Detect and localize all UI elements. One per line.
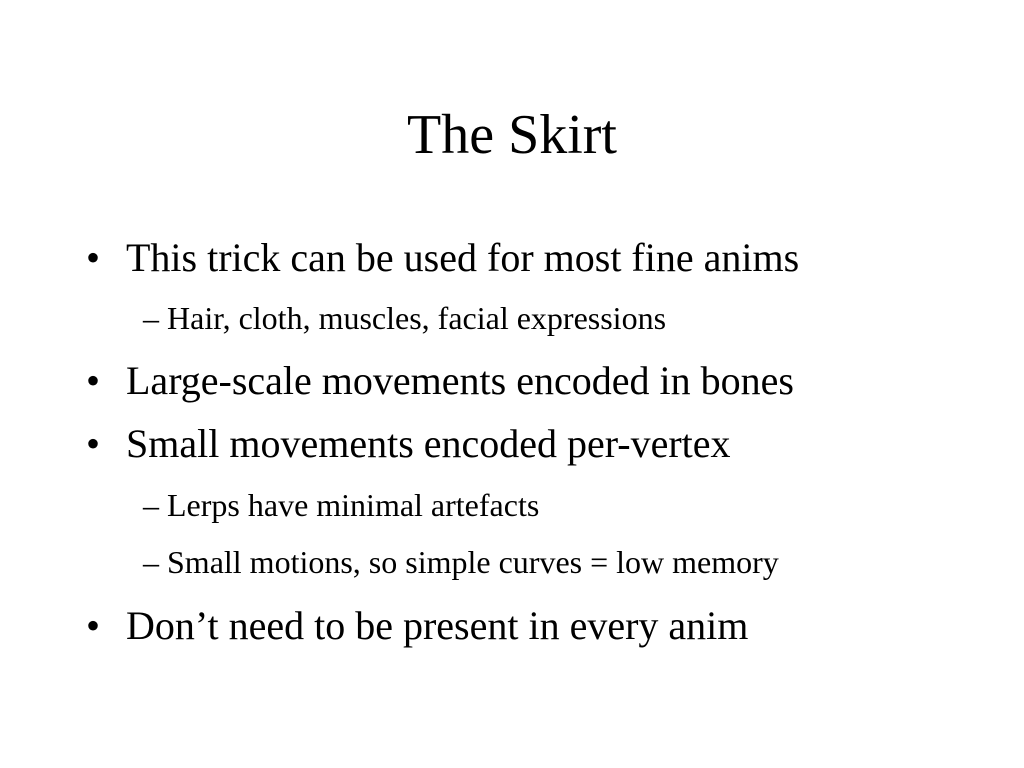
bullet-item (86, 357, 794, 405)
sub-bullet-item (143, 298, 666, 338)
dash-marker: – (143, 544, 159, 580)
bullet-item (86, 602, 748, 650)
bullet-marker: • (86, 235, 101, 280)
bullet-text: This trick can be used for most fine anims (126, 235, 800, 280)
bullet-item (86, 420, 731, 468)
bullet-text: Large-scale movements encoded in bones (126, 358, 794, 403)
dash-marker: – (143, 300, 159, 336)
bullet-text: Small movements encoded per-vertex (126, 421, 731, 466)
bullet-text: Don’t need to be present in every anim (126, 603, 749, 648)
sub-bullet-item (143, 542, 779, 582)
sub-bullet-text: Lerps have minimal artefacts (167, 487, 540, 523)
sub-bullet-text: Hair, cloth, muscles, facial expressions (167, 300, 667, 336)
bullet-item (86, 234, 799, 282)
dash-marker: – (143, 487, 159, 523)
bullet-marker: • (86, 421, 101, 466)
bullet-marker: • (86, 603, 101, 648)
bullet-marker: • (86, 358, 101, 403)
sub-bullet-text: Small motions, so simple curves = low memory (167, 544, 779, 580)
sub-bullet-item (143, 485, 539, 525)
slide-title: The Skirt (407, 104, 617, 166)
